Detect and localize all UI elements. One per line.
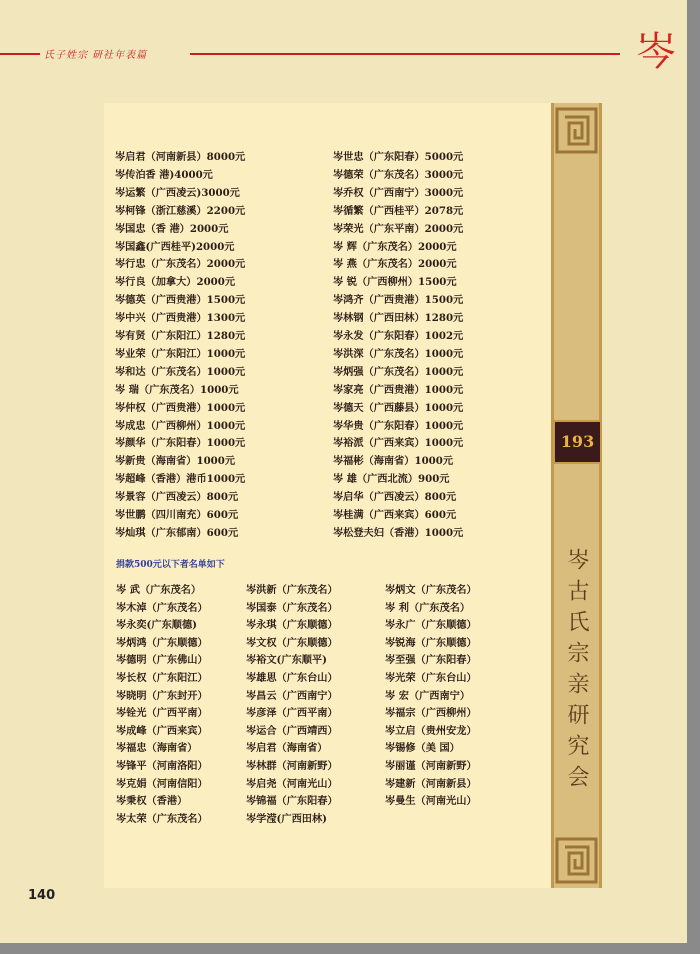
header-rule-right [190,53,620,55]
list-entry: 岑传泊香 港)4000元 [115,168,213,181]
list-entry: 岑超峰（香港）港币1000元 [115,473,246,486]
list-entry: 岑光荣（广东台山） [385,672,477,684]
list-entry: 岑启尧（河南光山） [246,777,338,790]
list-entry: 岑 利（广东茂名） [385,601,471,614]
list-entry: 岑世忠（广东阳春）5000元 [333,151,464,163]
list-entry: 岑启君（河南新县）8000元 [115,151,246,163]
list-entry: 岑国泰（广东茂名） [246,601,338,614]
list-entry: 岑铨光（广西平南） [116,707,208,720]
list-entry: 岑林钢（广西田林）1280元 [333,312,464,325]
list-entry: 岑福忠（海南省） [116,742,198,755]
list-entry: 岑景容（广西凌云）800元 [115,491,239,504]
side-page-badge: 193 [553,420,602,464]
list-entry: 岑学滢(广西田林) [246,812,327,825]
list-entry: 岑中兴（广西贵港）1300元 [115,312,246,325]
list-entry: 岑彦泽（广西平南） [246,707,338,720]
list-entry: 岑曼生（河南光山） [385,795,477,808]
list-entry: 岑有贤（广东阳江）1280元 [115,330,246,342]
list-entry: 岑运繁（广西凌云)3000元 [115,186,240,199]
list-entry: 岑家亮（广西贵港）1000元 [333,383,464,396]
list-entry: 岑循繁（广西桂平）2078元 [333,204,464,217]
list-entry: 岑仲权（广西贵港）1000元 [115,401,246,414]
list-entry: 岑德英（广西贵港）1500元 [115,294,246,307]
list-entry: 岑 武（广东茂名） [116,584,202,596]
list-entry: 岑颜华（广东阳春）1000元 [115,437,246,450]
list-entry: 岑成峰（广西来宾） [116,724,208,737]
list-entry: 岑裕派（广西来宾）1000元 [333,437,464,450]
list-entry: 岑永奕(广东顺德) [116,619,197,632]
list-entry: 岑德荣（广东茂名）3000元 [333,168,464,181]
list-entry: 岑太荣（广东茂名） [116,812,208,825]
list-entry: 岑晓明（广东封开） [116,689,208,702]
section-heading: 捐款500元以下者名单如下 [116,560,225,570]
list-entry: 岑和达（广东茂名）1000元 [115,365,246,378]
list-entry: 岑克娟（河南信阳） [116,777,208,790]
list-entry: 岑裕文(广东顺平) [246,654,327,667]
list-entry: 岑业荣（广东阳江）1000元 [115,347,246,360]
list-entry: 岑鸿齐（广西贵港）1500元 [333,294,464,307]
list-entry: 岑秉权（香港） [116,795,188,808]
fret-pattern-top [551,103,602,158]
list-entry: 岑行良（加拿大）2000元 [115,276,236,289]
list-entry: 岑 瑞（广东茂名）1000元 [115,383,239,396]
list-entry: 岑炳强（广东茂名）1000元 [333,365,464,378]
list-entry: 岑永琪（广东顺德） [246,619,338,632]
list-entry: 岑林群（河南新野） [246,760,338,772]
list-entry: 岑新贵（海南省）1000元 [115,455,236,468]
list-entry: 岑行忠（广东茂名）2000元 [115,258,246,271]
list-entry: 岑 锐（广西柳州）1500元 [333,276,457,289]
list-entry: 岑 燕（广东茂名）2000元 [333,258,457,271]
header-rule-left [0,53,40,55]
list-entry: 岑炳鸿（广东顺德） [116,636,208,649]
list-entry: 岑永发（广东阳春）1002元 [333,330,464,342]
list-entry: 岑立启（贵州安龙） [385,724,477,737]
list-entry: 岑永广（广东顺德） [385,619,477,632]
list-entry: 岑雄思（广东台山） [246,672,338,684]
list-entry: 岑洪新（广东茂名） [246,584,338,596]
list-entry: 岑 辉（广东茂名）2000元 [333,240,457,253]
list-entry: 岑炳文（广东茂名） [385,584,477,596]
list-entry: 岑启君（海南省） [246,742,328,755]
list-entry: 岑启华（广西凌云）800元 [333,491,457,504]
list-entry: 岑福宗（广西柳州） [385,707,477,720]
list-entry: 岑荣光（广东平南）2000元 [333,222,464,235]
side-vertical-title: 岑古氏宗亲研究会 [564,548,589,796]
list-entry: 岑长权（广东阳江） [116,672,208,684]
list-entry: 岑柯锋（浙江慈溪）2200元 [115,204,246,217]
viewer-background-bottom [0,943,700,954]
list-entry: 岑灿琪（广东郁南）600元 [115,526,239,539]
list-entry: 岑锋平（河南洛阳） [116,760,208,772]
list-entry: 岑国鑫(广西桂平)2000元 [115,240,235,253]
page-number: 140 [28,888,56,903]
list-entry: 岑文权（广东顺德） [246,636,338,649]
list-entry: 岑锡修（美 国） [385,742,460,755]
viewer-background [687,0,700,954]
list-entry: 岑成忠（广西柳州）1000元 [115,419,246,432]
list-entry: 岑 宏（广西南宁） [385,689,471,702]
list-entry: 岑世鹏（四川南充）600元 [115,509,239,521]
list-entry: 岑锐海（广东顺德） [385,636,477,649]
list-entry: 岑 雄（广西北流）900元 [333,473,450,486]
list-entry: 岑运合（广西靖西） [246,724,338,737]
list-entry: 岑德天（广西藤县）1000元 [333,401,464,414]
list-entry: 岑德明（广东佛山） [116,654,208,667]
list-entry: 岑洪深（广东茂名）1000元 [333,347,464,360]
header-title: 氏子姓宗 研社年表篇 [44,50,148,61]
list-entry: 岑乔权（广西南宁）3000元 [333,186,464,199]
list-entry: 岑福彬（海南省）1000元 [333,455,454,468]
list-entry: 岑建新（河南新县） [385,777,477,790]
list-entry: 岑华贵（广东阳春）1000元 [333,419,464,432]
list-entry: 岑桂满（广西来宾）600元 [333,509,457,521]
header-logo-glyph: 岑 [636,29,676,75]
list-entry: 岑锦福（广东阳春） [246,795,338,808]
list-entry: 岑木淖（广东茂名） [116,601,208,614]
list-entry: 岑至强（广东阳春） [385,654,477,667]
list-entry: 岑松登夫妇（香港）1000元 [333,526,464,539]
list-entry: 岑丽谨（河南新野） [385,760,477,772]
list-entry: 岑国忠（香 港）2000元 [115,222,229,235]
list-entry: 岑昌云（广西南宁） [246,689,338,702]
